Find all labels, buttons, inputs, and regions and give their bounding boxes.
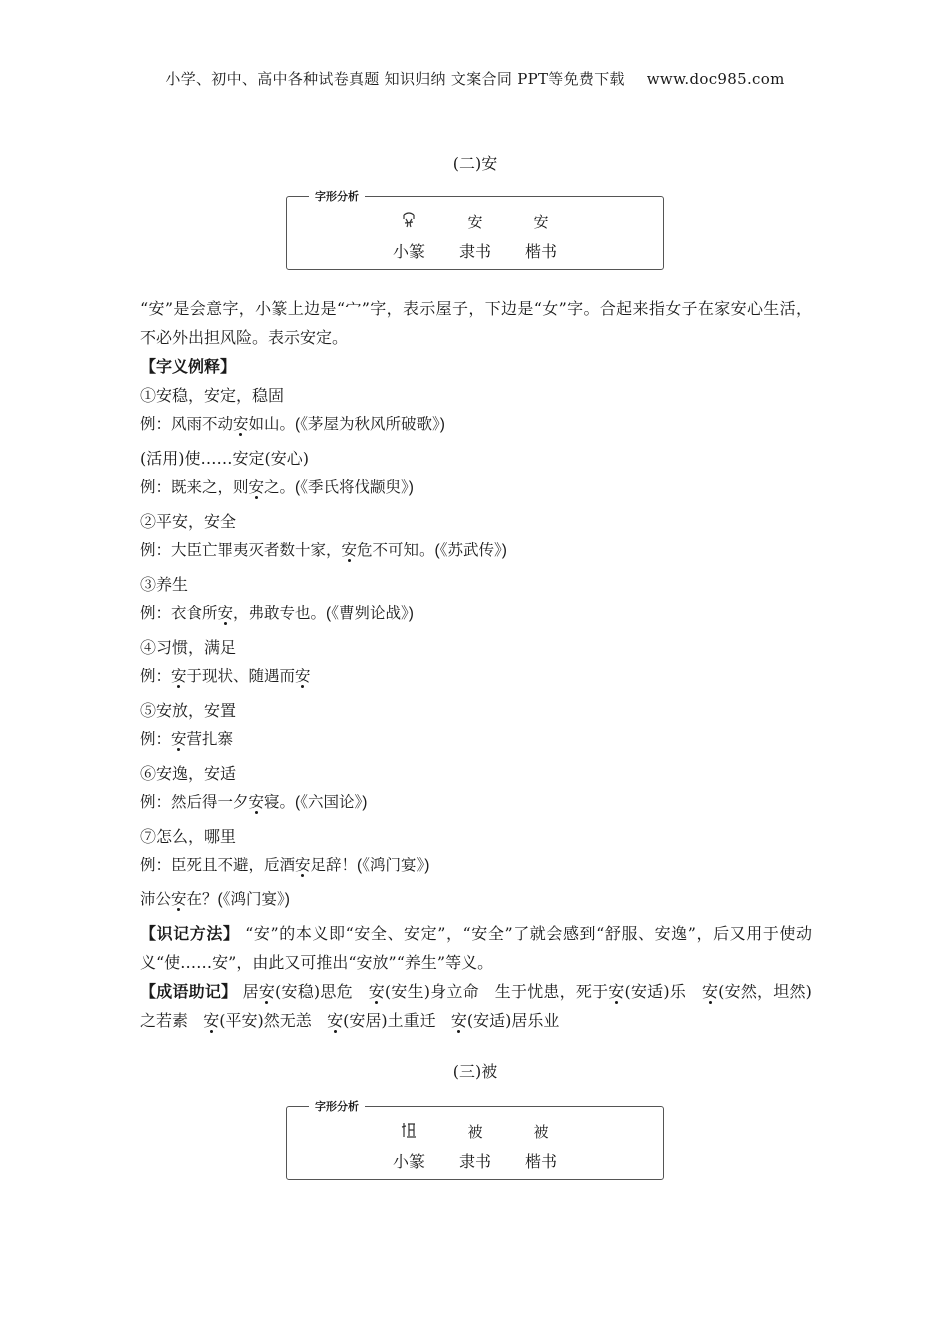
clerical-script-glyph: 安 bbox=[467, 213, 483, 231]
main-content bbox=[140, 294, 812, 1035]
script-name-clerical: 隶书 bbox=[458, 242, 491, 261]
seal-script-glyph-icon bbox=[376, 211, 442, 233]
meaning-4: ④习惯，满足 bbox=[140, 638, 237, 657]
script-name-row bbox=[287, 239, 663, 262]
regular-script-glyph: 被 bbox=[533, 1123, 549, 1141]
example-7: 例：然后得一夕安寝。(《六国论》) bbox=[140, 794, 368, 811]
header-text: 小学、初中、高中各种试卷真题 知识归纳 文案合同 PPT等免费下载 bbox=[165, 70, 625, 88]
meaning-6: ⑥安逸，安适 bbox=[140, 764, 237, 783]
glyph-analysis-box bbox=[286, 190, 664, 270]
script-name-seal: 小篆 bbox=[392, 1152, 425, 1171]
script-name-seal: 小篆 bbox=[392, 242, 425, 261]
intro-paragraph: “安”是会意字，小篆上边是“宀”字，表示屋子，下边是“女”字。合起来指女子在家安心生活，不必外出担风险。表示安定。 bbox=[140, 299, 812, 347]
clerical-script-glyph: 被 bbox=[467, 1123, 483, 1141]
meaning-7: ⑦怎么，哪里 bbox=[140, 827, 237, 846]
seal-script-glyph-icon bbox=[376, 1121, 442, 1143]
script-name-regular: 楷书 bbox=[524, 1152, 557, 1171]
example-4: 例：衣食所安，弗敢专也。(《曹刿论战》) bbox=[140, 605, 414, 622]
glyph-analysis-box-bei bbox=[286, 1100, 664, 1180]
meaning-2: ②平安，安全 bbox=[140, 512, 237, 531]
section-title-an: (二)安 bbox=[452, 154, 498, 173]
example-3: 例：大臣亡罪夷灭者数十家，安危不可知。(《苏武传》) bbox=[140, 542, 507, 559]
meaning-heading: 【字义例释】 bbox=[140, 357, 237, 376]
regular-script-glyph: 安 bbox=[533, 213, 549, 231]
page-header bbox=[0, 68, 950, 89]
example-2: 例：既来之，则安之。(《季氏将伐颛臾》) bbox=[140, 479, 414, 496]
box-label: 字形分析 bbox=[309, 188, 365, 204]
example-9: 沛公安在？(《鸿门宴》) bbox=[140, 891, 290, 908]
example-8: 例：臣死且不避，卮酒安足辞！(《鸿门宴》) bbox=[140, 857, 430, 874]
glyph-row bbox=[287, 1121, 663, 1143]
meaning-1b: (活用)使……安定(安心) bbox=[140, 449, 309, 468]
section-title-bei: (三)被 bbox=[452, 1062, 498, 1081]
glyph-row bbox=[287, 211, 663, 233]
meaning-1: ①安稳，安定，稳固 bbox=[140, 386, 285, 405]
script-name-row bbox=[287, 1149, 663, 1172]
header-url[interactable]: www.doc985.com bbox=[646, 70, 785, 88]
example-1: 例：风雨不动安如山。(《茅屋为秋风所破歌》) bbox=[140, 416, 445, 433]
idiom-aids: 【成语助记】 居安(安稳)思危 安(安生)身立命 生于忧患，死于安(安适)乐 安(安然，坦然)之若素 安(平安)然无恙 安(安居)土重迁 安(安适)居乐业 bbox=[140, 982, 812, 1030]
script-name-clerical: 隶书 bbox=[458, 1152, 491, 1171]
example-5: 例：安于现状、随遇而安 bbox=[140, 668, 311, 685]
script-name-regular: 楷书 bbox=[524, 242, 557, 261]
meaning-5: ⑤安放，安置 bbox=[140, 701, 237, 720]
meaning-3: ③养生 bbox=[140, 575, 189, 594]
example-6: 例：安营扎寨 bbox=[140, 731, 234, 748]
memory-method: 【识记方法】 “安”的本义即“安全、安定”，“安全”了就会感到“舒服、安逸”，后又用于使动义“使……安”，由此又可推出“安放”“养生”等义。 bbox=[140, 924, 812, 972]
box-label: 字形分析 bbox=[309, 1098, 365, 1114]
